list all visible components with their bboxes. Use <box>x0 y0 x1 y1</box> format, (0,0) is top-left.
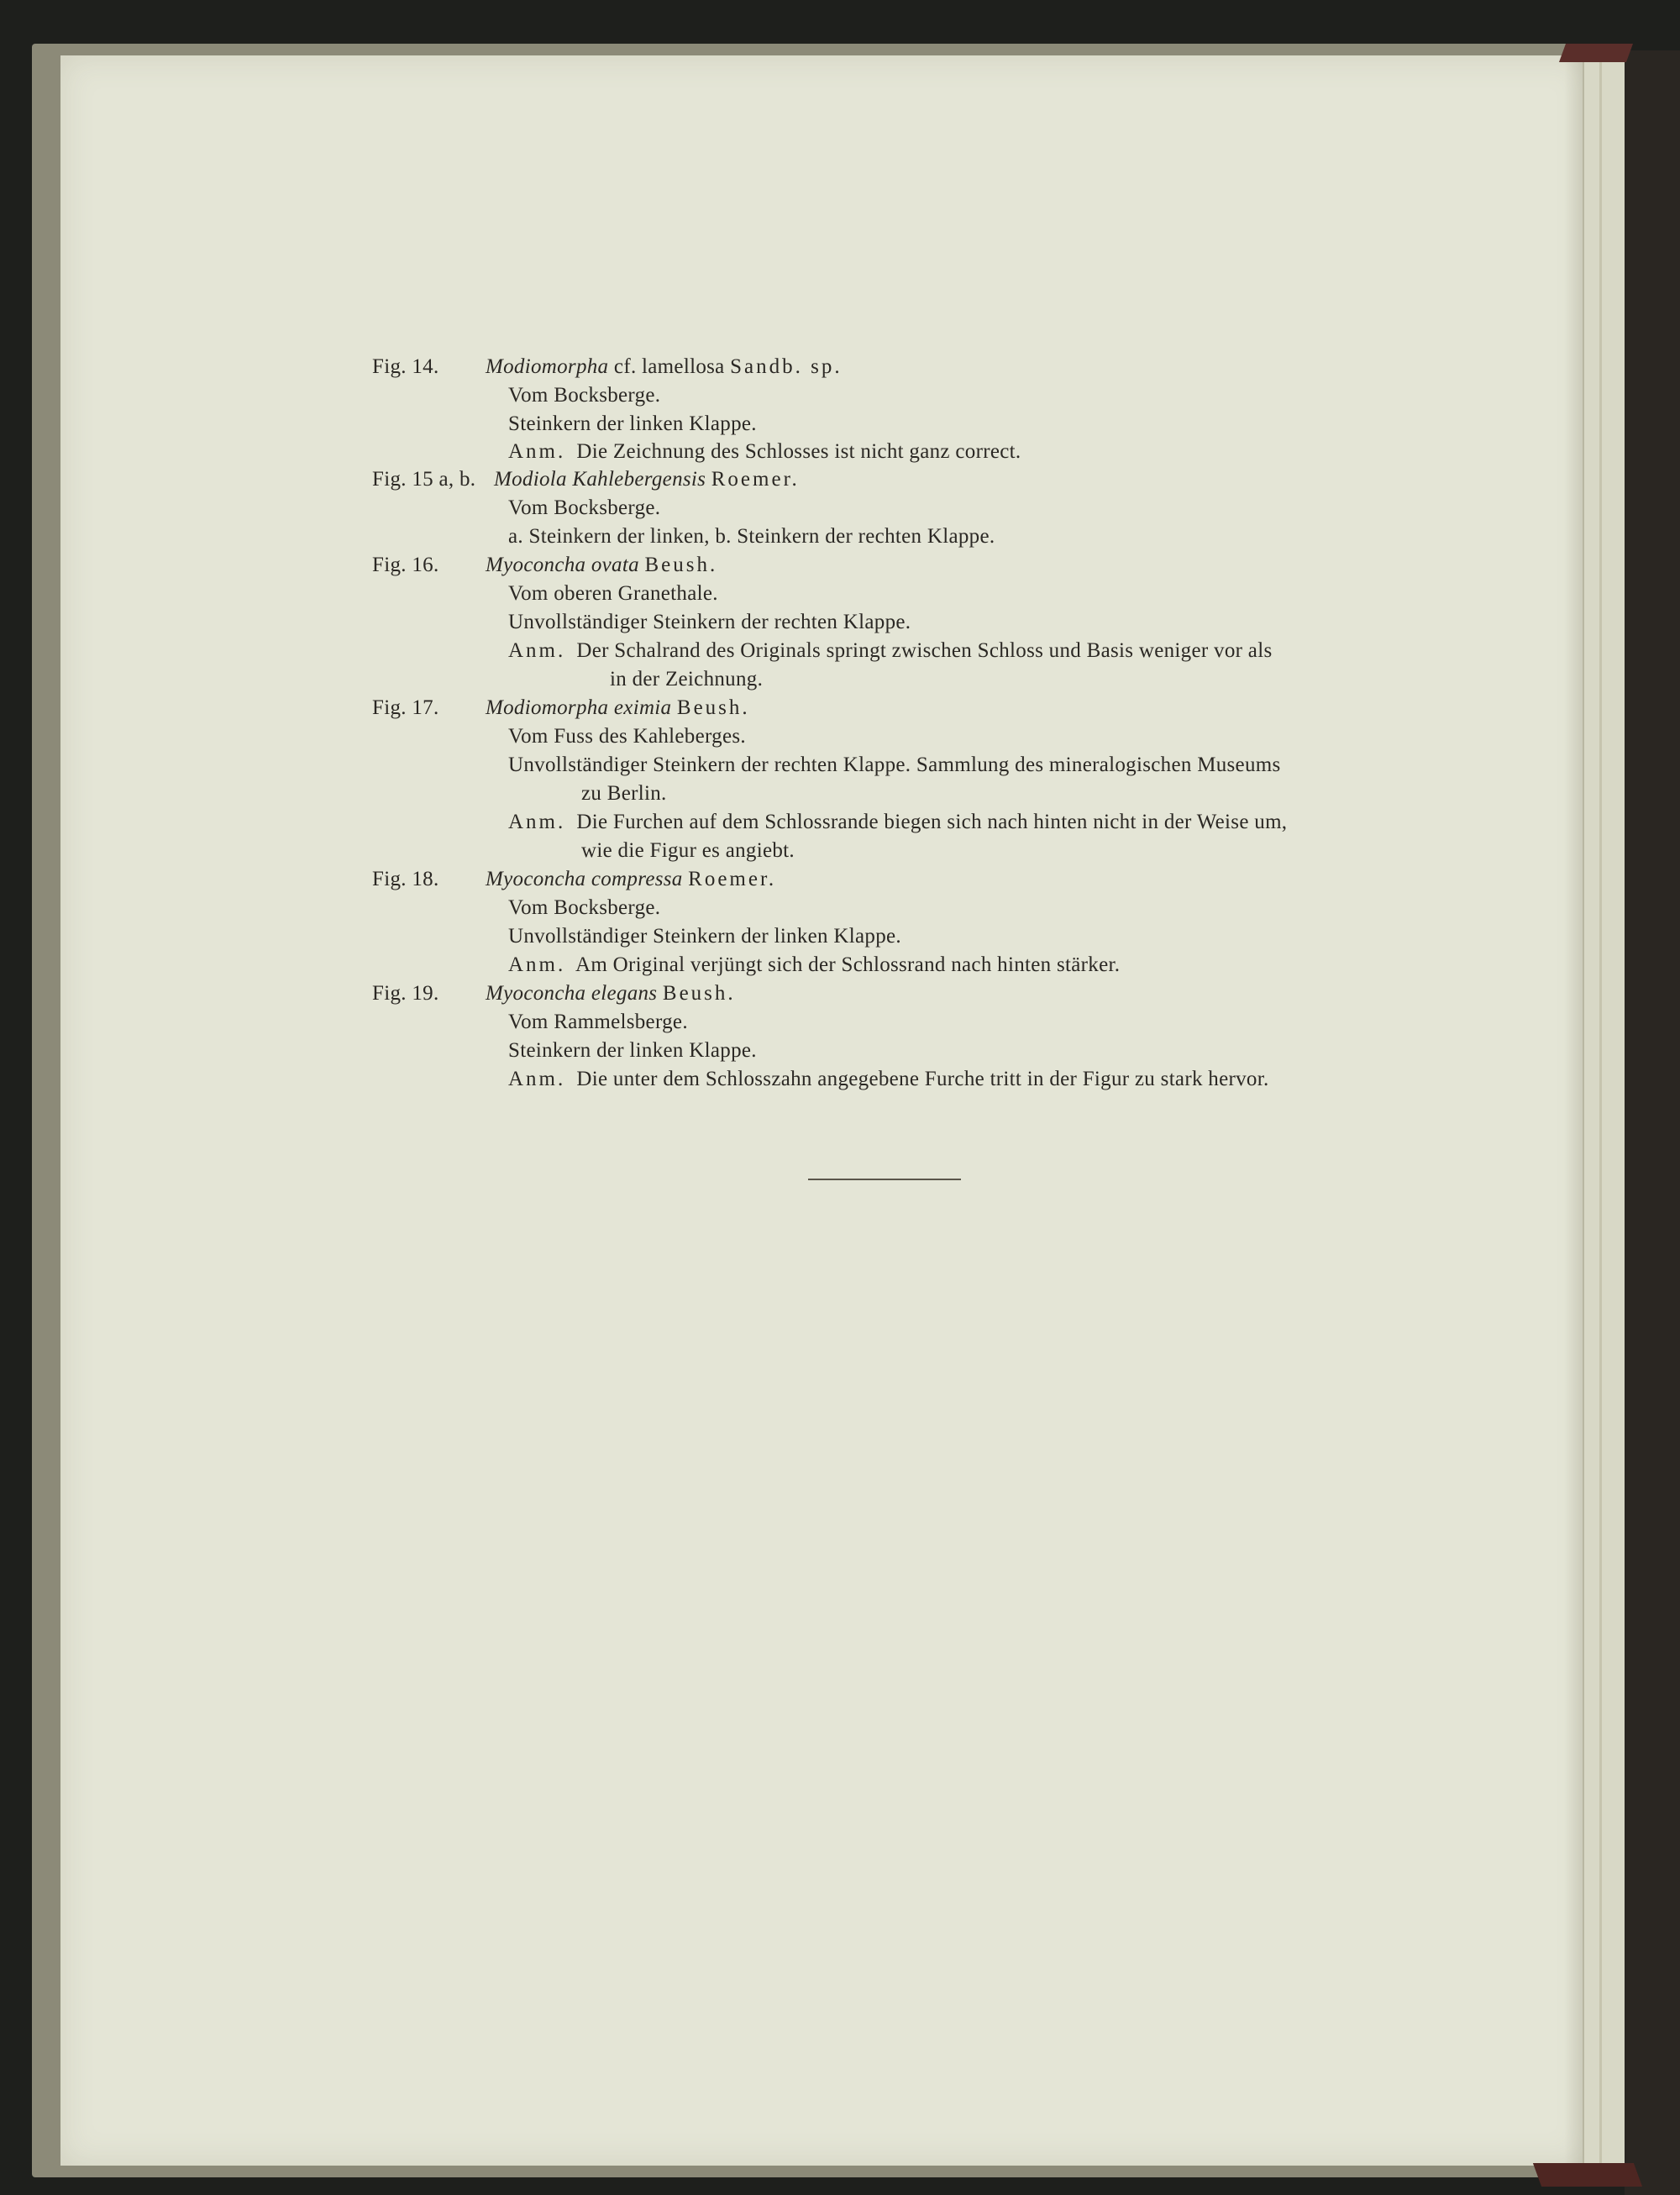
fig-19-heading <box>486 981 736 1006</box>
fig-19-locality: Vom Rammelsberge. <box>508 1011 688 1033</box>
note-text: Der Schalrand des Originals springt zwischen Schloss und Basis weniger vor als <box>576 639 1273 662</box>
fig-15-heading <box>494 467 800 492</box>
fig-18-label: Fig. 18. <box>372 868 439 890</box>
fig-15-description: a. Steinkern der linken, b. Steinkern der rechten Klappe. <box>508 525 995 548</box>
anm-label: Anm. <box>508 1068 566 1090</box>
fig-19-label: Fig. 19. <box>372 982 439 1005</box>
closing-rule <box>808 1179 961 1180</box>
fig-19-description: Steinkern der linken Klappe. <box>508 1039 757 1062</box>
fig-18-locality: Vom Bocksberge. <box>508 896 661 919</box>
fig-17-note <box>508 810 1287 835</box>
fig-17-label: Fig. 17. <box>372 696 439 719</box>
fig-16-label: Fig. 16. <box>372 554 439 576</box>
species-name: Myoconcha elegans <box>486 982 658 1005</box>
fig-15-locality: Vom Bocksberge. <box>508 496 661 519</box>
note-text: Die Furchen auf dem Schlossrande biegen sich nach hinten nicht in der Weise um, <box>576 811 1288 833</box>
fig-18-description: Unvollständiger Steinkern der linken Klappe. <box>508 925 901 948</box>
species-qualifier: cf. lamellosa <box>613 355 725 378</box>
fig-17-heading <box>486 696 750 721</box>
species-author: Beush. <box>662 982 736 1005</box>
anm-label: Anm. <box>508 953 566 976</box>
fig-18-note <box>508 953 1120 978</box>
note-text: Die unter dem Schlosszahn angegebene Furche tritt in der Figur zu stark hervor. <box>576 1068 1269 1090</box>
anm-label: Anm. <box>508 639 566 662</box>
fig-17-locality: Vom Fuss des Kahleberges. <box>508 725 746 748</box>
fig-17-description: Unvollständiger Steinkern der rechten Klappe. Sammlung des mineralogischen Museums <box>508 754 1281 776</box>
note-text: Am Original verjüngt sich der Schlossrand nach hinten stärker. <box>575 953 1121 976</box>
species-name: Modiomorpha <box>486 355 609 378</box>
fig-15-label: Fig. 15 a, b. <box>372 468 476 491</box>
fig-16-description: Unvollständiger Steinkern der rechten Klappe. <box>508 611 911 633</box>
fig-16-note-continuation: in der Zeichnung. <box>610 668 764 691</box>
fig-17-description-continuation: zu Berlin. <box>581 782 667 805</box>
fig-17-note-continuation: wie die Figur es angiebt. <box>581 839 795 862</box>
fig-16-heading <box>486 553 717 578</box>
species-author: Sandb. sp. <box>730 355 843 378</box>
species-author: Roemer. <box>711 468 800 491</box>
fig-16-locality: Vom oberen Granethale. <box>508 582 718 605</box>
anm-label: Anm. <box>508 811 566 833</box>
fig-14-description: Steinkern der linken Klappe. <box>508 412 757 435</box>
anm-label: Anm. <box>508 440 566 463</box>
fig-16-note <box>508 638 1272 664</box>
species-name: Myoconcha ovata <box>486 554 639 576</box>
fig-14-label: Fig. 14. <box>372 355 439 378</box>
species-author: Beush. <box>644 554 718 576</box>
fig-19-note <box>508 1067 1269 1092</box>
fig-18-heading <box>486 867 776 892</box>
fig-14-heading <box>486 354 843 380</box>
note-text: Die Zeichnung des Schlosses ist nicht ganz correct. <box>576 440 1021 463</box>
species-name: Modiola Kahlebergensis <box>494 468 706 491</box>
species-author: Beush. <box>676 696 750 719</box>
fig-14-note <box>508 439 1021 465</box>
species-author: Roemer. <box>688 868 777 890</box>
fig-14-locality: Vom Bocksberge. <box>508 384 661 407</box>
species-name: Myoconcha compressa <box>486 868 683 890</box>
species-name: Modiomorpha eximia <box>486 696 672 719</box>
